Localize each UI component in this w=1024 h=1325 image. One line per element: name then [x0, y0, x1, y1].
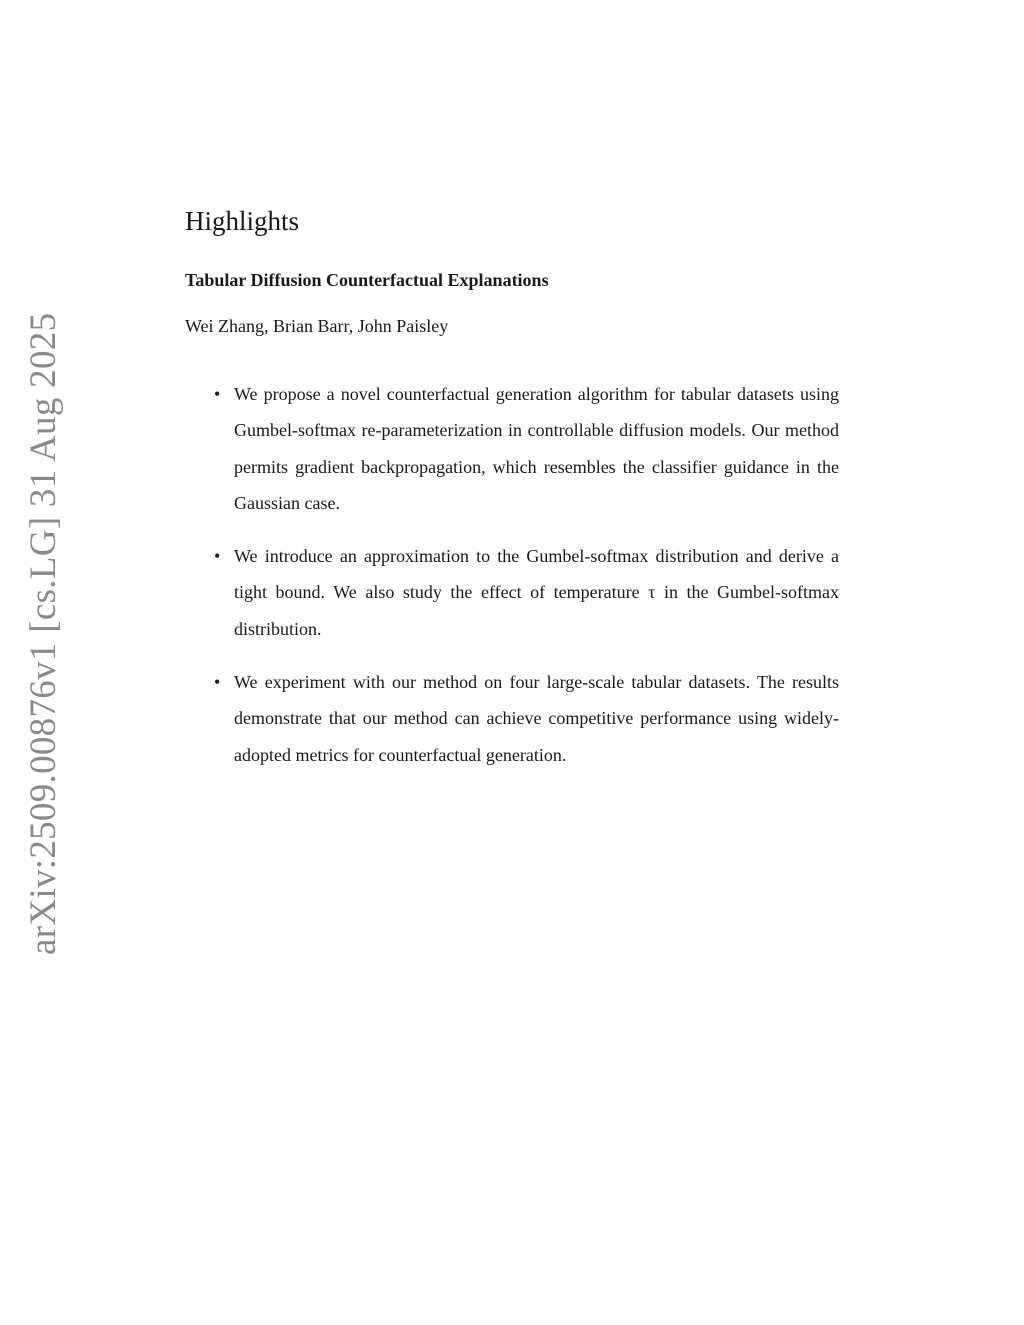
- highlight-text-1: We propose a novel counterfactual generation algorithm for tabular datasets using Gumbel-softmax re-parameterization in controllable diffusion models. Our method permits gradient backpropagation, which resembles the classifier guidance in the Gaussian case.: [234, 384, 839, 513]
- highlight-text-2: We introduce an approximation to the Gumbel-softmax distribution and derive a tight bound. We also study the effect of temperature τ in the Gumbel-softmax distribution.: [234, 546, 839, 639]
- highlights-list: [185, 376, 845, 773]
- bullet-icon: •: [214, 546, 221, 567]
- highlight-item-1: [185, 376, 839, 521]
- highlights-heading: Highlights: [185, 206, 300, 236]
- paper-title: Tabular Diffusion Counterfactual Explanations: [185, 270, 549, 290]
- arxiv-identifier-stamp: arXiv:2509.00876v1 [cs.LG] 31 Aug 2025: [23, 312, 64, 955]
- bullet-icon: •: [214, 672, 221, 693]
- highlight-item-2: [185, 538, 839, 647]
- highlight-text-3: We experiment with our method on four large-scale tabular datasets. The results demonstrate that our method can achieve competitive performance using widely-adopted metrics for counterfactual generation.: [234, 672, 839, 765]
- bullet-icon: •: [214, 384, 221, 404]
- highlight-item-3: [185, 664, 839, 773]
- highlights-page: [185, 196, 845, 790]
- author-list: Wei Zhang, Brian Barr, John Paisley: [185, 316, 449, 336]
